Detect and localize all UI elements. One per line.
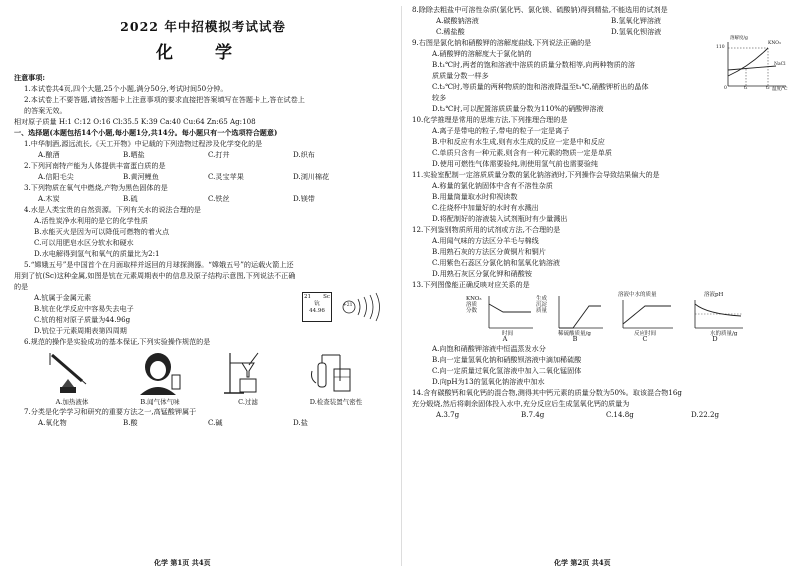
graph-b (536, 294, 610, 343)
option: C.14.8g (606, 410, 634, 419)
airtightness-icon (306, 351, 366, 395)
option: A.碳酸钠溶液 (436, 16, 479, 25)
chart-ylabel: 溶解度/g (730, 36, 748, 41)
q8-options (412, 15, 788, 26)
option: B.黄河鲤鱼 (123, 172, 159, 181)
chart-xtick: 0 (724, 86, 727, 91)
question-10: 10.化学推理是常用的思维方法,下列推理合理的是 (412, 115, 568, 124)
kno3-curve (728, 48, 768, 76)
q1-options (14, 149, 392, 160)
chart-xtick: t₂ (766, 86, 770, 91)
solubility-chart (716, 36, 788, 94)
chart-series-label: KNO₃ (768, 41, 781, 46)
option: C.碱 (208, 418, 223, 427)
chart-series-label: NaCl (774, 62, 786, 67)
graph-ylabel: 生成 沉淀 质量 (536, 296, 548, 314)
notes-title: 注意事项: (14, 73, 45, 82)
option: B.氢氧化钾溶液 (611, 16, 662, 25)
question-11: 11.实验室配制一定溶质质量分数的氯化钠溶液时,下列操作会导致结果偏大的是 (412, 170, 660, 179)
option: C.向一定质量过氧化氢溶液中加入二氧化锰固体 (432, 366, 582, 375)
option: C.单质只含有一种元素,则含有一种元素的物质一定是单质 (432, 148, 612, 157)
question-12: 12.下列鉴别物质所用的试剂或方法,不合理的是 (412, 225, 561, 234)
option: D.向pH为13的氢氧化钠溶液中加水 (432, 377, 545, 386)
note-line: 的答案无效。 (24, 106, 67, 115)
question-5-line: 的是 (14, 282, 29, 291)
fig-caption: A.加热液体 (55, 398, 89, 406)
option: C.往烧杯中加量好的水时有水溅出 (432, 203, 539, 212)
option: A.酿酒 (38, 150, 60, 159)
chart-ytick: 110 (716, 45, 725, 50)
option: A.向饱和硝酸钾溶液中恒温蒸发水分 (432, 344, 546, 353)
option: A.3.7g (436, 410, 460, 419)
sc-symbol: Sc (323, 294, 330, 300)
option: B.水能灭火是因为可以降低可燃物的着火点 (34, 227, 170, 236)
graph-a (466, 294, 540, 343)
graph-ylabel: 溶液中水的质量 (618, 292, 657, 298)
right-page (404, 0, 794, 572)
question-7: 7.分类是化学学习和研究的重要方法之一,高锰酸钾属于 (24, 407, 197, 416)
fig-smelling-gas (116, 351, 204, 406)
option: A.氧化物 (38, 418, 67, 427)
option: D.织布 (293, 150, 315, 159)
option: D.22.2g (691, 410, 720, 419)
option: C.打井 (208, 150, 230, 159)
option: B.向一定量氢氧化钠和硝酸钡溶液中滴加稀硫酸 (432, 355, 582, 364)
question-9: 9.右图是氯化钠和硝酸钾的溶解度曲线,下列说法正确的是 (412, 38, 592, 47)
option: D.浏川棉花 (293, 172, 330, 181)
fig-airtightness (292, 351, 380, 406)
heating-liquid-icon (42, 351, 102, 395)
left-footer: 化学 第1页 共4页 (154, 558, 211, 567)
option: B.用熟石灰的方法区分黄铜片和铜片 (432, 247, 546, 256)
q14-options (412, 409, 788, 420)
question-13: 13.下列图像能正确反映对应关系的是 (412, 280, 530, 289)
graph-xlabel: 时间 (502, 331, 514, 337)
option: A.用闻气味的方法区分羊毛与棉线 (432, 236, 539, 245)
graph-c-svg (615, 294, 675, 334)
option: A.钪属于金属元素 (34, 293, 92, 302)
option: C.钪的相对原子质量为44.96g (34, 315, 131, 324)
fig-caption: D.检查装置气密性 (309, 398, 363, 406)
filtering-icon (218, 351, 278, 395)
chart-xlabel: 温度/℃ (772, 87, 788, 92)
smelling-gas-icon (130, 351, 190, 395)
question-1: 1.中华制酒,源远流长,《天工开物》中记载的下列造物过程涉及化学变化的是 (24, 139, 263, 148)
sc-name: 钪 (314, 301, 320, 307)
option: C.稀盐酸 (436, 27, 465, 36)
fig-filtering (204, 351, 292, 406)
option: D.氢氧化钡溶液 (611, 27, 662, 36)
option: C.铁丝 (208, 194, 230, 203)
chart-xtick: t₁ (744, 86, 748, 91)
option: C.t₂℃时,等质量的两种物质的饱和溶液降温至t₁℃,硝酸钾析出的晶体 (432, 82, 649, 91)
option: D.将配制好的溶液装入试剂瓶时有少量溅出 (432, 214, 568, 223)
graph-b-svg (545, 294, 605, 334)
option: B.钪在化学反应中容易失去电子 (34, 304, 134, 313)
graph-label: A (502, 335, 508, 343)
graph-c (610, 294, 680, 343)
option: B.t₁℃时,两者的饱和溶液中溶质的质量分数相等,向两种物质的溶 (432, 60, 635, 69)
graph-xlabel: 反应时间 (634, 331, 657, 337)
exam-title: 2022 年中招模拟考试试卷 (120, 19, 286, 34)
question-14-line: 14.含有碳酸钙和氧化钙的混合物,测得其中钙元素的质量分数为50%。取该混合物16g (412, 388, 682, 397)
graph-label: C (642, 335, 648, 343)
option: A.离子是带电的粒子,带电的粒子一定是离子 (432, 126, 570, 135)
graph-ylabel: 溶液pH (704, 292, 724, 298)
option: A.硝酸钾的溶解度大于氯化钠的 (432, 49, 532, 58)
question-8: 8.除除去粗盐中可溶性杂质(氯化钙、氯化镁、硫酸钠)得到精盐,不能选用的试剂是 (412, 5, 668, 14)
option: B.晒盐 (123, 150, 145, 159)
option: B.酸 (123, 418, 138, 427)
option: B.中和反应有水生成,则有水生成的反应一定是中和反应 (432, 137, 605, 146)
right-footer: 化学 第2页 共4页 (554, 558, 611, 567)
q3-options (14, 193, 392, 204)
graph-d-svg (685, 294, 745, 334)
option: A.活性炭净水利用的是它的化学性质 (34, 216, 148, 225)
question-5-line: 用到了钪(Sc)这种金属,如图是钪在元素周期表中的信息及原子结构示意图,下列说法不正确 (14, 271, 296, 280)
question-14-line: 充分煅烧,然后将剩余固体投入水中,充分反应后生成氢氧化钙的质量为 (412, 399, 630, 408)
sc-mass: 44.96 (309, 308, 325, 314)
graph-label: B (572, 335, 578, 343)
option: 较多 (432, 93, 447, 102)
option: D.水电解得到氢气和氧气的质量比为2:1 (34, 249, 160, 258)
nacl-curve (728, 66, 776, 70)
question-4: 4.水是人类宝贵的自然资源。下列有关水的说法合理的是 (24, 205, 202, 214)
q13-graphs (412, 294, 788, 343)
option: 质质量分数一样多 (432, 71, 489, 80)
atomic-masses: 相对原子质量 H:1 C:12 O:16 Cl:35.5 K:39 Ca:40 Cu:64 Zn:65 Ag:108 (14, 117, 256, 126)
option: D.t₂℃时,可以配置溶质质量分数为110%的硝酸钾溶液 (432, 104, 604, 113)
option: C.用紫色石蕊区分氯化钠和氢氧化钠溶液 (432, 258, 561, 267)
graph-xlabel: 稀硫酸质量/g (558, 331, 591, 337)
fig-heating-liquid (28, 351, 116, 406)
q5-block (14, 292, 392, 336)
option: D.盐 (293, 418, 308, 427)
section1-title: 一、选择题(本题包括14个小题,每小题1分,共14分。每小题只有一个选项符合题意) (14, 128, 278, 137)
option: D.镁带 (293, 194, 315, 203)
option: D.用熟石灰区分氯化钾和硝酸铵 (432, 269, 532, 278)
option: B.硫 (123, 194, 138, 203)
graph-label: D (712, 335, 718, 343)
option: B.用量筒量取水时仰视读数 (432, 192, 518, 201)
graph-a-svg (475, 294, 535, 334)
fig-caption: B.闻气体气味 (140, 398, 180, 406)
option: D.钪位于元素周期表第四周期 (34, 326, 127, 335)
option: C.可以用肥皂水区分软水和硬水 (34, 238, 134, 247)
note-line: 1.本试卷共4页,四个大题,25个小题,满分50分,考试时间50分钟。 (24, 84, 228, 93)
sc-periodic-card (302, 292, 332, 322)
option: B.7.4g (521, 410, 545, 419)
q7-options (14, 417, 392, 428)
graph-xlabel: 水的质量/g (710, 331, 738, 337)
sc-number: 21 (304, 294, 311, 300)
fig-caption: C.过滤 (238, 398, 258, 406)
subject-title: 化 学 (156, 43, 250, 63)
sc-nucleus-label: +21 (343, 303, 353, 308)
option: A.木炭 (38, 194, 60, 203)
graph-ylabel: KNO₃ 溶质 分数 (466, 296, 482, 314)
question-6: 6.规范的操作是实验成功的基本保证,下列实验操作规范的是 (24, 337, 211, 346)
option: A.信阳毛尖 (38, 172, 74, 181)
question-3: 3.下列物质在氧气中燃烧,产物为黑色固体的是 (24, 183, 168, 192)
q6-figures (14, 351, 392, 406)
option: D.使用可燃性气体需要验纯,则使用氢气前也需要验纯 (432, 159, 599, 168)
graph-d (680, 294, 750, 343)
question-5-line: 5.“嫦娥五号”是中国首个在月面取样并返回的月球探测器。“嫦娥五号”的运载火箭上还 (24, 260, 294, 269)
option: A.称量的氯化钠固体中含有不溶性杂质 (432, 181, 553, 190)
q2-options (14, 171, 392, 182)
question-2: 2.下列河南特产能为人体提供丰富蛋白质的是 (24, 161, 166, 170)
option: C.灵宝苹果 (208, 172, 244, 181)
note-line: 2.本试卷上不要答题,请按答题卡上注意事项的要求直接把答案填写在答题卡上,答在试卷上 (24, 95, 305, 104)
page-divider (401, 6, 402, 566)
